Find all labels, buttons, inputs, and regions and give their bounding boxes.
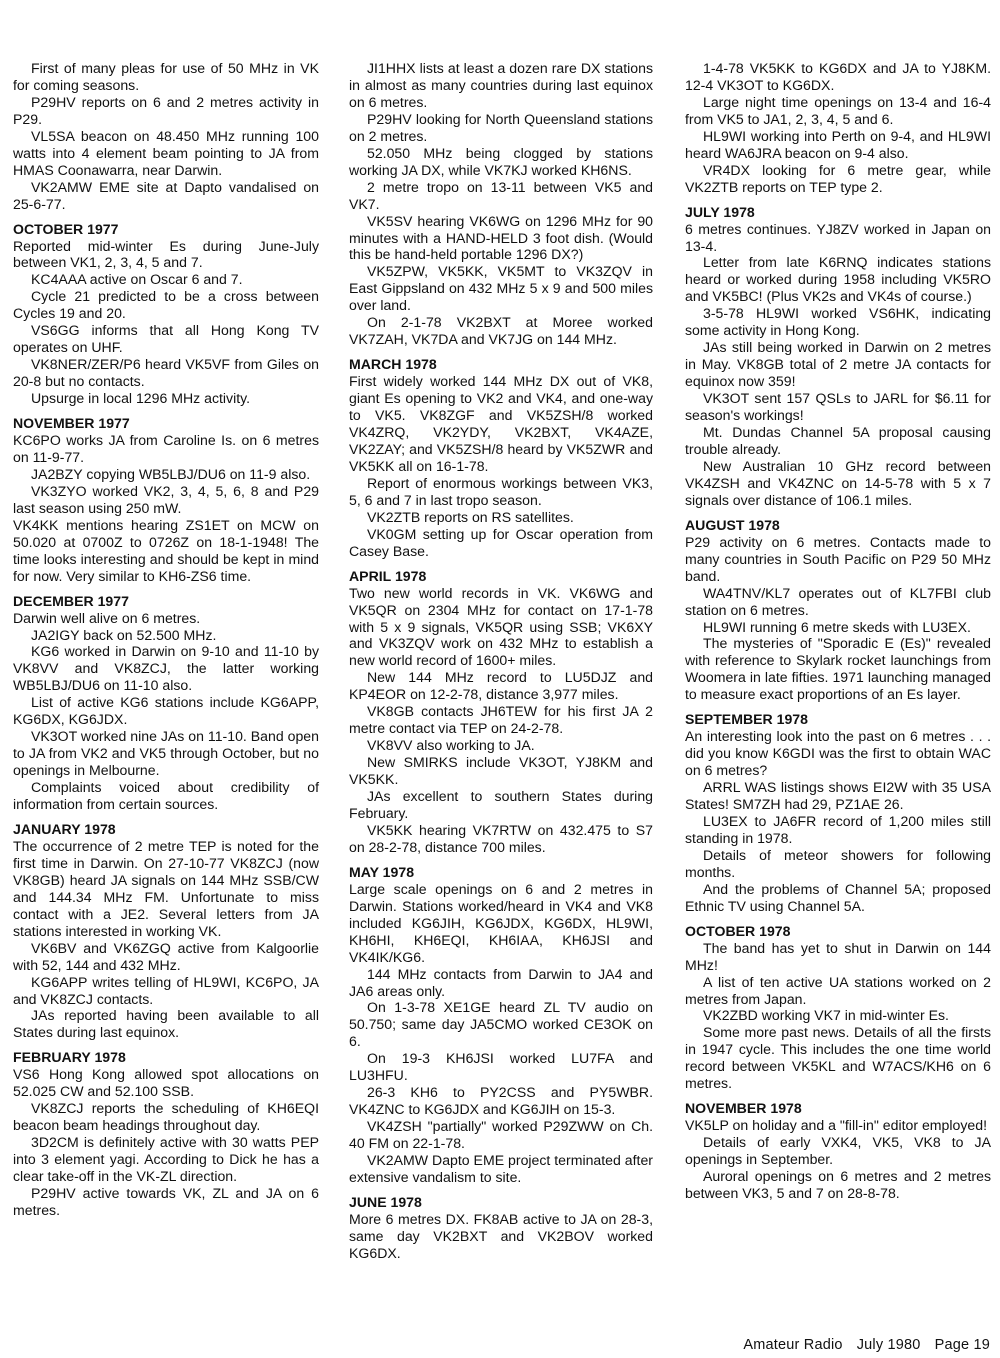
news-item: VK3OT sent 157 QSLs to JARL for $6.11 for season's workings! bbox=[685, 390, 991, 424]
footer-date: July 1980 bbox=[856, 1337, 921, 1353]
footer-page-number: Page 19 bbox=[934, 1337, 990, 1353]
news-item: LU3EX to JA6FR record of 1,200 miles still standing in 1978. bbox=[685, 812, 991, 846]
column-1 bbox=[13, 60, 319, 1219]
news-item: VR4DX looking for 6 metre gear, while VK2ZTB reports on TEP type 2. bbox=[685, 161, 991, 195]
news-item: VS6GG informs that all Hong Kong TV operates on UHF. bbox=[13, 322, 319, 356]
news-item: Upsurge in local 1296 MHz activity. bbox=[31, 390, 251, 407]
news-item: VK2AMW Dapto EME project terminated after extensive vandalism to site. bbox=[349, 1152, 653, 1185]
news-item: VK8NER/ZER/P6 heard VK5VF from Giles on 20-8 but no contacts. bbox=[13, 356, 319, 390]
news-item: New SMIRKS include VK3OT, YJ8KM and VK5KK. bbox=[349, 754, 653, 788]
page-footer bbox=[729, 1337, 990, 1353]
news-item: Report of enormous workings between VK3, 5, 6 and 7 in last tropo season. bbox=[349, 474, 653, 508]
news-item: Cycle 21 predicted to be a cross between Cycles 19 and 20. bbox=[13, 288, 319, 322]
section bbox=[13, 821, 319, 1041]
news-item: 2 metre tropo on 13-11 between VK5 and VK7. bbox=[349, 178, 653, 212]
news-item: VK4ZSH "partially" worked P29ZWW on Ch. 40 FM on 22-1-78. bbox=[349, 1118, 653, 1152]
news-item: 52.050 MHz being clogged by stations working JA DX, while VK7KJ worked KH6NS. bbox=[349, 144, 653, 178]
section-heading: OCTOBER 1978 bbox=[685, 922, 791, 939]
news-item: P29HV active towards VK, ZL and JA on 6 metres. bbox=[13, 1185, 319, 1218]
section-heading: DECEMBER 1977 bbox=[13, 592, 129, 609]
news-item: 1-4-78 VK5KK to KG6DX and JA to YJ8KM. 12-4 VK3OT to KG6DX. bbox=[685, 60, 991, 93]
news-item: And the problems of Channel 5A; proposed Ethnic TV using Channel 5A. bbox=[685, 880, 991, 914]
news-item: Darwin well alive on 6 metres. bbox=[13, 609, 201, 626]
section bbox=[13, 1049, 319, 1219]
news-item: KG6 worked in Darwin on 9-10 and 11-10 by VK8VV and VK8ZCJ, the latter working WB5LBJ/DU6 on 11-10 also. bbox=[13, 643, 319, 694]
news-item: New Australian 10 GHz record between VK4ZSH and VK4ZNC on 14-5-78 with 5 x 7 signals over distance of 106.1 miles. bbox=[685, 457, 991, 508]
news-item: List of active KG6 stations include KG6APP, KG6DX, KG6JDX. bbox=[13, 694, 319, 728]
news-item: Reported mid-winter Es during June-July between VK1, 2, 3, 4, 5 and 7. bbox=[13, 237, 319, 271]
news-item: Letter from late K6RNQ indicates stations heard or worked during 1958 including VK5RO and VK5BC! (Plus VK2s and VK4s of course.) bbox=[685, 254, 991, 305]
news-item: Large scale openings on 6 and 2 metres in Darwin. Stations worked/heard in VK4 and VK8 included KG6JIH, KG6JDX, KG6DX, HL9WI, KH6HI, KH6EQI, KH6IAA, KH6JSI and VK4IK/KG6. bbox=[349, 880, 653, 965]
news-item: The occurrence of 2 metre TEP is noted for the first time in Darwin. On 27-10-77 VK8ZCJ (now VK8GB) heard JA signals on 144 MHz SSB/CW and 144.34 MHz FM. Unfortunate to miss contact with a JE2. Several letters from JA stations interested in working VK. bbox=[13, 837, 319, 939]
news-item: VK5SV hearing VK6WG on 1296 MHz for 90 minutes with a HAND-HELD 3 foot dish. (Would this be hand-held portable 1296 DX?) bbox=[349, 212, 653, 263]
section-heading: OCTOBER 1977 bbox=[13, 220, 119, 237]
news-item: HL9WI running 6 metre skeds with LU3EX. bbox=[703, 618, 971, 635]
section-heading: MARCH 1978 bbox=[349, 356, 437, 373]
section-heading: APRIL 1978 bbox=[349, 567, 427, 584]
news-item: VK5KK hearing VK7RTW on 432.475 to S7 on 28-2-78, distance 700 miles. bbox=[349, 821, 653, 855]
news-item: VK0GM setting up for Oscar operation from Casey Base. bbox=[349, 525, 653, 559]
news-item: KC6PO works JA from Caroline Is. on 6 metres on 11-9-77. bbox=[13, 432, 319, 465]
section bbox=[349, 568, 653, 856]
news-item: VK2AMW EME site at Dapto vandalised on 25-6-77. bbox=[13, 178, 319, 212]
news-item: On 2-1-78 VK2BXT at Moree worked VK7ZAH, VK7DA and VK7JG on 144 MHz. bbox=[349, 314, 653, 348]
news-item: Mt. Dundas Channel 5A proposal causing trouble already. bbox=[685, 424, 991, 457]
news-item: KC4AAA active on Oscar 6 and 7. bbox=[31, 271, 243, 288]
footer-publication: Amateur Radio bbox=[743, 1337, 843, 1353]
column-2 bbox=[349, 60, 653, 1262]
section-heading: NOVEMBER 1977 bbox=[13, 415, 130, 432]
section bbox=[685, 1100, 991, 1202]
news-item: New 144 MHz record to LU5DJZ and KP4EOR on 12-2-78, distance 3,977 miles. bbox=[349, 669, 653, 703]
news-item: VK5ZPW, VK5KK, VK5MT to VK3ZQV in East Gippsland on 432 MHz 5 x 9 and 500 miles over land. bbox=[349, 263, 653, 314]
news-item: Complaints voiced about credibility of information from certain sources. bbox=[13, 779, 319, 813]
news-item: VK2ZTB reports on RS satellites. bbox=[367, 508, 574, 525]
news-item: 3-5-78 HL9WI worked VS6HK, indicating some activity in Hong Kong. bbox=[685, 305, 991, 339]
news-item: On 19-3 KH6JSI worked LU7FA and LU3HFU. bbox=[349, 1050, 653, 1084]
section bbox=[349, 864, 653, 1186]
news-item: JA2IGY back on 52.500 MHz. bbox=[31, 626, 217, 643]
news-item: VK8GB contacts JH6TEW for his first JA 2 metre contact via TEP on 24-2-78. bbox=[349, 703, 653, 737]
news-item: HL9WI working into Perth on 9-4, and HL9WI heard WA6JRA beacon on 9-4 also. bbox=[685, 127, 991, 161]
news-item: Auroral openings on 6 metres and 2 metres between VK3, 5 and 7 on 28-8-78. bbox=[685, 1168, 991, 1201]
news-item: 144 MHz contacts from Darwin to JA4 and JA6 areas only. bbox=[349, 965, 653, 999]
news-item: An interesting look into the past on 6 metres . . . did you know K6GDI was the first to obtain WAC on 6 metres? bbox=[685, 728, 991, 779]
section bbox=[13, 221, 319, 407]
news-item: The band has yet to shut in Darwin on 144 MHz! bbox=[685, 939, 991, 973]
section bbox=[685, 204, 991, 509]
news-item: JAs reported having been available to all States during last equinox. bbox=[13, 1007, 319, 1041]
news-item: VK2ZBD working VK7 in mid-winter Es. bbox=[703, 1007, 949, 1024]
news-item: VK5LP on holiday and a "fill-in" editor employed! bbox=[685, 1117, 987, 1134]
section bbox=[685, 517, 991, 703]
section bbox=[685, 711, 991, 914]
news-item: Two new world records in VK. VK6WG and VK5QR on 2304 MHz for contact on 17-1-78 with 5 x 9 signals, VK5QR using SSB; VK6XY and VK3ZQV work on 432 MHz to establish a new world record of 1600+ miles. bbox=[349, 584, 653, 669]
news-item: Details of meteor showers for following months. bbox=[685, 846, 991, 880]
section-heading: JUNE 1978 bbox=[349, 1193, 422, 1210]
news-item: VK8ZCJ reports the scheduling of KH6EQI beacon beam headings throughout day. bbox=[13, 1100, 319, 1134]
news-item: A list of ten active UA stations worked on 2 metres from Japan. bbox=[685, 973, 991, 1007]
news-item: WA4TNV/KL7 operates out of KL7FBI club station on 6 metres. bbox=[685, 584, 991, 618]
section bbox=[349, 356, 653, 559]
news-item: First widely worked 144 MHz DX out of VK8, giant Es opening to VK2 and VK4, and one-way to VK5. VK8ZGF and VK5ZSH/8 worked VK4ZRQ, VK2YDY, VK2BXT, VK4AZE, VK2ZAY; and VK5ZSH/8 heard by VK5ZWR and VK5KK all on 16-1-78. bbox=[349, 373, 653, 474]
news-item: VS6 Hong Kong allowed spot allocations on 52.025 CW and 52.100 SSB. bbox=[13, 1066, 319, 1100]
news-item: ARRL WAS listings shows EI2W with 35 USA States! SM7ZH had 29, PZ1AE 26. bbox=[685, 779, 991, 813]
news-item: 6 metres continues. YJ8ZV worked in Japan on 13-4. bbox=[685, 220, 991, 254]
news-item: JAs still being worked in Darwin on 2 metres in May. VK8GB total of 2 metre JA contacts for equinox now 359! bbox=[685, 339, 991, 390]
news-item: P29HV looking for North Queensland stations on 2 metres. bbox=[349, 110, 653, 144]
section-heading: JULY 1978 bbox=[685, 203, 755, 220]
news-item: JI1HHX lists at least a dozen rare DX stations in almost as many countries during last equinox on 6 metres. bbox=[349, 60, 653, 110]
section bbox=[685, 923, 991, 1093]
section bbox=[685, 60, 991, 196]
column-3 bbox=[685, 60, 991, 1202]
section-heading: MAY 1978 bbox=[349, 863, 415, 880]
news-item: VK3ZYO worked VK2, 3, 4, 5, 6, 8 and P29 last season using 250 mW. bbox=[13, 482, 319, 516]
news-item: Large night time openings on 13-4 and 16-4 from VK5 to JA1, 2, 3, 4, 5 and 6. bbox=[685, 93, 991, 127]
section-heading: FEBRUARY 1978 bbox=[13, 1049, 126, 1066]
news-item: JAs excellent to southern States during February. bbox=[349, 788, 653, 821]
news-item: 3D2CM is definitely active with 30 watts PEP into 3 element yagi. According to Dick he has a clear take-off in the VK-ZL direction. bbox=[13, 1134, 319, 1185]
news-item: The mysteries of "Sporadic E (Es)" revealed with reference to Skylark rocket launchings from Woomera in late fifties. 1971 launching managed to measure exact proportions of an Es layer. bbox=[685, 635, 991, 703]
news-item: More 6 metres DX. FK8AB active to JA on 28-3, same day VK2BXT and VK2BOV worked KG6DX. bbox=[349, 1210, 653, 1261]
section-heading: SEPTEMBER 1978 bbox=[685, 711, 808, 728]
news-item: VK3OT worked nine JAs on 11-10. Band open to JA from VK2 and VK5 through October, but no openings in Melbourne. bbox=[13, 728, 319, 779]
section bbox=[13, 60, 319, 213]
section-heading: NOVEMBER 1978 bbox=[685, 1100, 802, 1117]
news-item: KG6APP writes telling of HL9WI, KC6PO, JA and VK8ZCJ contacts. bbox=[13, 973, 319, 1007]
news-item: P29HV reports on 6 and 2 metres activity in P29. bbox=[13, 93, 319, 127]
news-item: VK4KK mentions hearing ZS1ET on MCW on 50.020 at 0700Z to 0726Z on 18-1-1948! The time looks interesting and should be kept in mind for now. Very similar to KH6-ZS6 time. bbox=[13, 516, 319, 584]
section bbox=[13, 415, 319, 585]
news-item: Some more past news. Details of all the firsts in 1947 cycle. This includes the one time world record between VK5KL and W7ACS/KH6 on 6 metres. bbox=[685, 1024, 991, 1092]
news-item: Details of early VXK4, VK5, VK8 to JA openings in September. bbox=[685, 1134, 991, 1168]
section-heading: AUGUST 1978 bbox=[685, 516, 780, 533]
section bbox=[349, 60, 653, 348]
section bbox=[13, 593, 319, 813]
news-item: VK6BV and VK6ZGQ active from Kalgoorlie with 52, 144 and 432 MHz. bbox=[13, 939, 319, 973]
news-item: 26-3 KH6 to PY2CSS and PY5WBR. VK4ZNC to KG6JDX and KG6JIH on 15-3. bbox=[349, 1084, 653, 1118]
news-item: VL5SA beacon on 48.450 MHz running 100 watts into 4 element beam pointing to JA from HMAS Coonawarra, near Darwin. bbox=[13, 127, 319, 178]
news-item: First of many pleas for use of 50 MHz in VK for coming seasons. bbox=[13, 60, 319, 93]
news-item: JA2BZY copying WB5LBJ/DU6 on 11-9 also. bbox=[31, 465, 311, 482]
news-item: On 1-3-78 XE1GE heard ZL TV audio on 50.750; same day JA5CMO worked CE3OK on 6. bbox=[349, 999, 653, 1050]
news-item: P29 activity on 6 metres. Contacts made to many countries in South Pacific on P29 50 MHz band. bbox=[685, 533, 991, 584]
news-item: VK8VV also working to JA. bbox=[367, 737, 535, 754]
section bbox=[349, 1194, 653, 1262]
section-heading: JANUARY 1978 bbox=[13, 820, 116, 837]
